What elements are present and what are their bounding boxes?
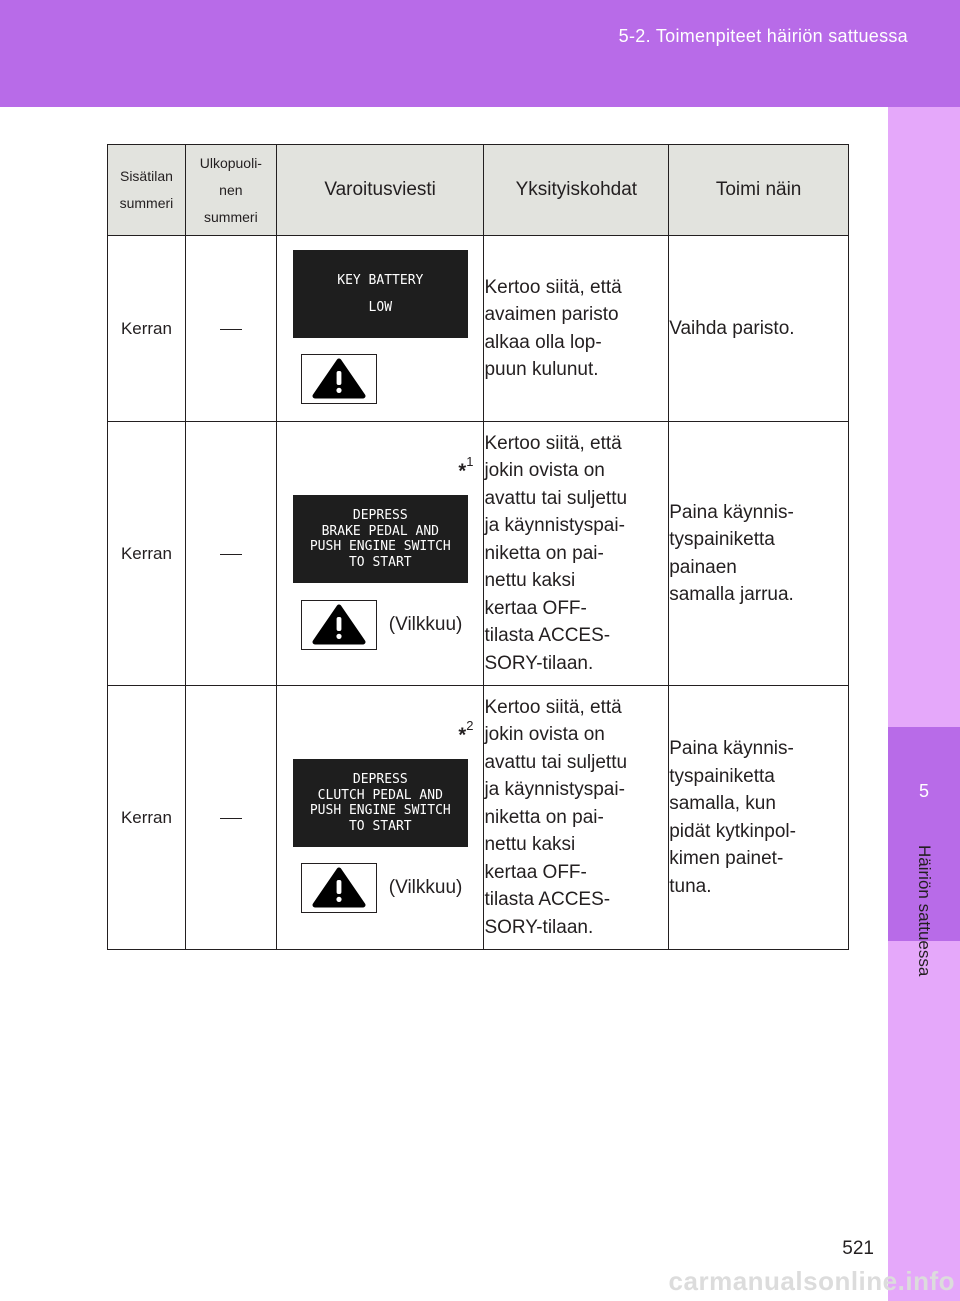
table-row [108, 236, 849, 422]
interior-buzzer-cell: Kerran [108, 686, 186, 950]
warning-triangle-icon [312, 358, 366, 400]
warning-message-table [107, 144, 849, 950]
footnote-marker: *$^1$ [458, 454, 474, 483]
exterior-buzzer-cell [185, 236, 276, 422]
chapter-title: Häiriön sattuessa [915, 845, 934, 977]
warning-triangle-box [301, 354, 377, 404]
header-warning-message: Varoitusviesti [276, 145, 484, 236]
header-bar [0, 0, 960, 107]
warning-triangle-icon [312, 604, 366, 646]
chapter-number: 5 [918, 781, 929, 801]
details-cell: Kertoo siitä, että jokin ovista on avattu tai suljettu ja käynnistyspai- niketta on pai- nettu kaksi kertaa OFF- tilasta ACCES- SORY-tilaan. [484, 422, 669, 686]
exterior-buzzer-cell [185, 422, 276, 686]
warning-message-cell [276, 422, 484, 686]
table-row [108, 422, 849, 686]
none-dash [220, 329, 242, 330]
interior-buzzer-cell: Kerran [108, 422, 186, 686]
table-header-row [108, 145, 849, 236]
table-row [108, 686, 849, 950]
exterior-buzzer-cell [185, 686, 276, 950]
interior-buzzer-cell: Kerran [108, 236, 186, 422]
header-exterior-buzzer: Ulkopuoli- nen summeri [185, 145, 276, 236]
warning-triangle-box [301, 863, 377, 913]
details-cell: Kertoo siitä, että avaimen paristo alkaa olla lop- puun kulunut. [484, 236, 669, 422]
watermark: carmanualsonline.info [668, 1266, 955, 1296]
flashing-note: (Vilkkuu) [388, 877, 463, 898]
warning-message-cell [276, 686, 484, 950]
none-dash [220, 554, 242, 555]
warning-triangle-icon [312, 867, 366, 909]
header-action: Toimi näin [669, 145, 849, 236]
action-cell: Paina käynnis- tyspainiketta painaen samalla jarrua. [669, 422, 849, 686]
section-title: 5-2. Toimenpiteet häiriön sattuessa [618, 26, 908, 46]
header-details: Yksityiskohdat [484, 145, 669, 236]
action-cell: Vaihda paristo. [669, 236, 849, 422]
footnote-marker: *$^2$ [458, 718, 474, 747]
flashing-note: (Vilkkuu) [388, 614, 463, 635]
depress-clutch-pedal-display: DEPRESS CLUTCH PEDAL AND PUSH ENGINE SWITCH TO START [293, 759, 468, 847]
warning-triangle-box [301, 600, 377, 650]
chapter-side-tab [888, 107, 960, 1301]
depress-brake-pedal-display: DEPRESS BRAKE PEDAL AND PUSH ENGINE SWITCH TO START [293, 495, 468, 583]
header-interior-buzzer: Sisätilan summeri [108, 145, 186, 236]
action-cell: Paina käynnis- tyspainiketta samalla, kun pidät kytkinpol- kimen painet- tuna. [669, 686, 849, 950]
none-dash [220, 818, 242, 819]
key-battery-low-display: KEY BATTERY LOW [293, 250, 468, 338]
warning-message-cell [276, 236, 484, 422]
details-cell: Kertoo siitä, että jokin ovista on avattu tai suljettu ja käynnistyspai- niketta on pai- nettu kaksi kertaa OFF- tilasta ACCES- SORY-tilaan. [484, 686, 669, 950]
page-number: 521 [842, 1238, 874, 1259]
